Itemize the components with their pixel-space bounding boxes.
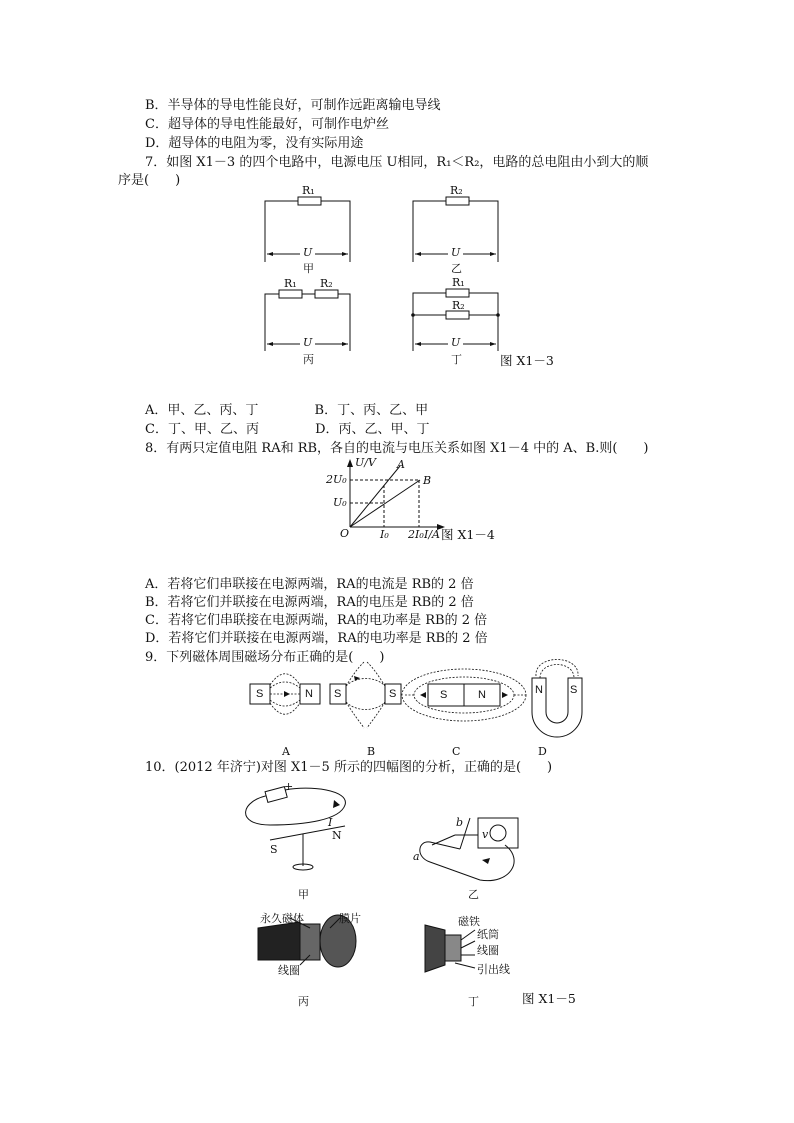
jia-current: I [328,816,333,829]
magnet-a-s-pole: S [256,688,264,700]
graph-x-tick-2i0: 2I₀ [408,528,424,541]
bing-r1-label: R₁ [284,277,297,290]
fig5-bing-name: 丙 [298,995,309,1008]
magnet-b-s-pole-left: S [334,688,342,700]
bing-magnet-label: 永久磁体 [260,912,304,925]
q8-stem: 8．有两只定值电阻 RA和 RB，各自的电流与电压关系如图 X1－4 中的 A、B.则( ) [145,441,649,456]
bing-diaphragm-label: 膜片 [339,912,361,925]
yi-name: 乙 [451,262,462,275]
ding-tube-label: 纸筒 [477,928,499,941]
bing-u-label: U [303,336,313,349]
q9-stem: 9．下列磁体周围磁场分布正确的是( ) [145,650,385,665]
ding-name: 丁 [451,353,462,366]
ding-u-label: U [451,336,461,349]
figure-x1-4-caption: 图 X1－4 [441,527,495,542]
graph-y-tick-u0: U₀ [333,496,347,509]
bing-coil-label: 线圈 [278,964,300,977]
fig5-ding-name: 丁 [468,995,479,1008]
ding-magnet-label: 磁铁 [458,915,480,928]
q7-options-row1: A．甲、乙、丙、丁 B．丁、丙、乙、甲 [145,403,429,418]
bing-name: 丙 [303,353,314,366]
yi-r2-label: R₂ [450,184,463,197]
magnet-d-n-pole: N [535,684,543,696]
jia-s: S [270,843,278,856]
fig5-yi-name: 乙 [468,888,479,901]
graph-origin: O [340,527,350,540]
fig5-jia-name: 甲 [298,888,309,901]
q6-option-c: C．超导体的导电性能最好，可制作电炉丝 [145,117,389,132]
graph-y-tick-2u0: 2U₀ [326,473,347,486]
figure-x1-5-caption: 图 X1－5 [522,991,576,1006]
figure-x1-3-caption: 图 X1－3 [500,353,554,368]
jia-name: 甲 [303,262,314,275]
magnet-b-s-pole-right: S [389,688,397,700]
q7-options-row2: C．丁、甲、乙、丙 D．丙、乙、甲、丁 [145,422,430,437]
jia-r1-label: R₁ [302,184,315,197]
ding-coil-label: 线圈 [477,944,499,957]
q6-option-d: D．超导体的电阻为零，没有实际用途 [145,136,364,151]
q8-option-d: D．若将它们并联接在电源两端，RA的电功率是 RB的 2 倍 [145,631,488,646]
q8-option-c: C．若将它们串联接在电源两端，RA的电功率是 RB的 2 倍 [145,613,488,628]
magnet-c-s-pole: S [440,689,448,701]
q9-label-d: D [538,745,547,758]
jia-n: N [332,829,342,842]
graph-line-a-label: A [397,458,405,471]
graph-x-tick-i0: I₀ [380,528,389,541]
q8-option-a: A．若将它们串联接在电源两端，RA的电流是 RB的 2 倍 [145,577,474,592]
q10-stem: 10．(2012 年济宁)对图 X1－5 所示的四幅图的分析，正确的是( ) [145,760,553,775]
q7-stem-line1: 7．如图 X1－3 的四个电路中，电源电压 U相同，R₁＜R₂，电路的总电阻由小到大的顺 [145,155,649,170]
q9-label-b: B [367,745,376,758]
q8-option-b: B．若将它们并联接在电源两端，RA的电压是 RB的 2 倍 [145,595,474,610]
magnet-a-n-pole: N [305,688,313,700]
yi-b-label: b [456,816,464,829]
magnet-d-s-pole: S [570,684,578,696]
graph-line-b-label: B [423,474,432,487]
jia-plus: + [284,780,294,793]
q9-label-c: C [452,745,461,758]
q6-option-b: B．半导体的导电性能良好，可制作远距离输电导线 [145,98,441,113]
ding-r2-label: R₂ [452,299,465,312]
ding-r1-label: R₁ [452,276,465,289]
yi-a-label: a [413,850,420,863]
yi-v-label: v [482,828,489,841]
yi-u-label: U [451,246,461,259]
magnet-c-n-pole: N [478,689,486,701]
q9-label-a: A [282,745,290,758]
ding-lead-label: 引出线 [477,963,510,976]
q7-stem-line2: 序是( ) [118,173,181,188]
graph-x-axis-label: I/A [424,528,440,541]
graph-y-axis-label: U/V [355,456,376,469]
jia-u-label: U [303,246,313,259]
bing-r2-label: R₂ [320,277,333,290]
